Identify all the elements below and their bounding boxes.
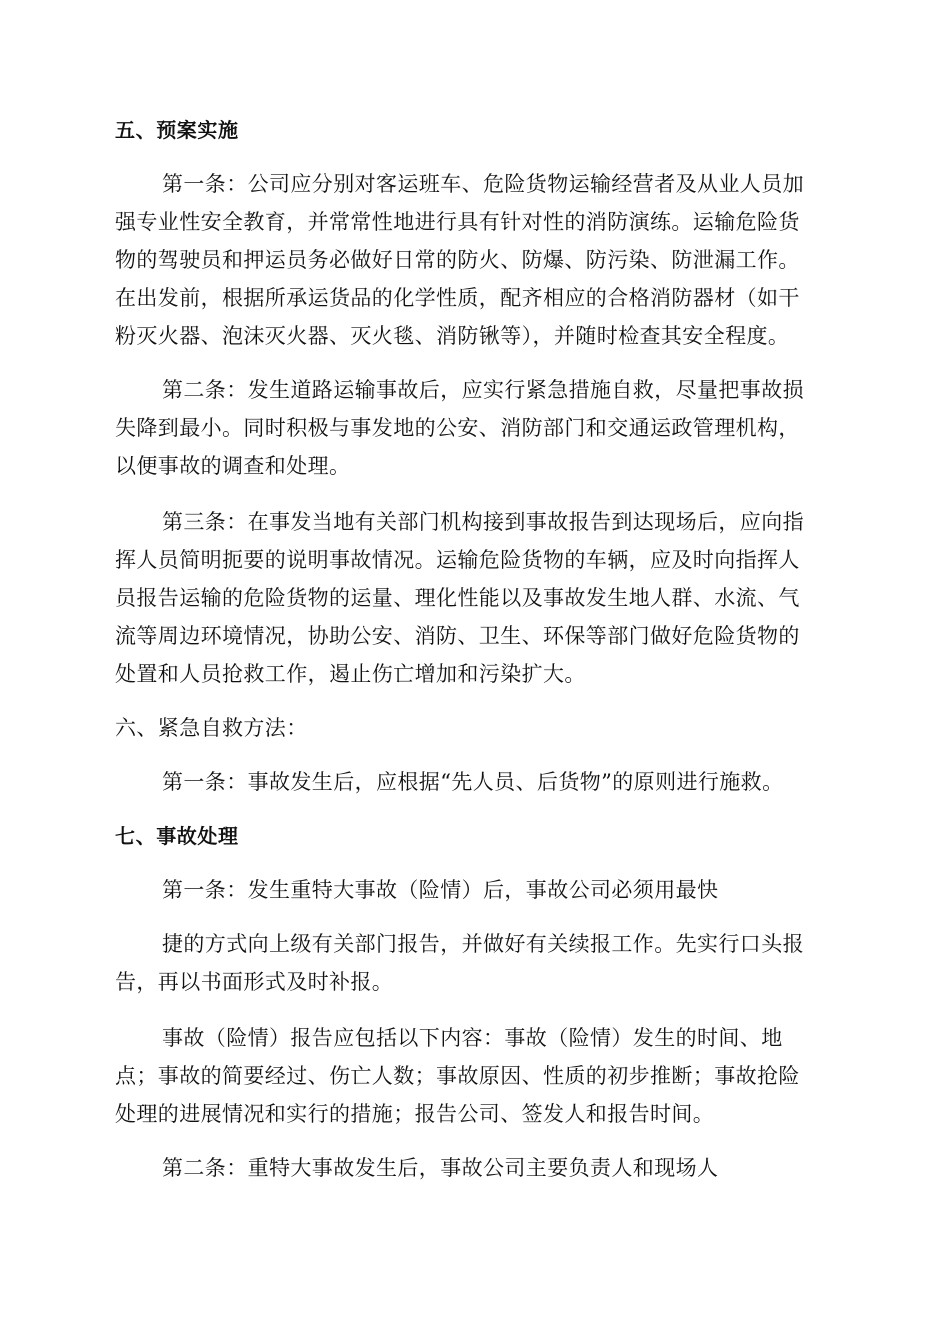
section-heading: 五、预案实施: [115, 118, 239, 142]
section-heading: 六、紧急自救方法：: [115, 716, 308, 740]
text-line: 第三条：在事发当地有关部门机构接到事故报告到达现场后，应向指: [162, 510, 804, 534]
text-line: 告，再以书面形式及时补报。: [115, 970, 394, 994]
section-heading: 七、事故处理: [115, 824, 239, 848]
text-line: 处置和人员抢救工作，遏止伤亡增加和污染扩大。: [115, 662, 586, 686]
text-line: 处理的进展情况和实行的措施；报告公司、签发人和报告时间。: [115, 1102, 715, 1126]
text-line: 第一条：事故发生后，应根据“先人员、后货物”的原则进行施救。: [162, 770, 784, 794]
text-line: 在出发前，根据所承运货品的化学性质，配齐相应的合格消防器材（如干: [115, 286, 800, 310]
text-line: 流等周边环境情况，协助公安、消防、卫生、环保等部门做好危险货物的: [115, 624, 800, 648]
text-line: 物的驾驶员和押运员务必做好日常的防火、防爆、防污染、防泄漏工作。: [115, 248, 800, 272]
text-line: 以便事故的调查和处理。: [115, 454, 351, 478]
text-line: 失降到最小。同时积极与事发地的公安、消防部门和交通运政管理机构，: [115, 416, 800, 440]
text-line: 第一条：公司应分别对客运班车、危险货物运输经营者及从业人员加: [162, 172, 804, 196]
text-line: 第二条：重特大事故发生后，事故公司主要负责人和现场人: [162, 1156, 719, 1180]
text-line: 第一条：发生重特大事故（险情）后，事故公司必须用最快: [162, 878, 719, 902]
text-line: 强专业性安全教育，并常常性地进行具有针对性的消防演练。运输危险货: [115, 210, 800, 234]
text-line: 捷的方式向上级有关部门报告，并做好有关续报工作。先实行口头报: [162, 932, 804, 956]
text-line: 粉灭火器、泡沫灭火器、灭火毯、消防锹等），并随时检查其安全程度。: [115, 324, 790, 348]
text-line: 员报告运输的危险货物的运量、理化性能以及事故发生地人群、水流、气: [115, 586, 800, 610]
text-line: 挥人员简明扼要的说明事故情况。运输危险货物的车辆，应及时向指挥人: [115, 548, 800, 572]
text-line: 事故（险情）报告应包括以下内容：事故（险情）发生的时间、地: [162, 1026, 783, 1050]
text-line: 点；事故的简要经过、伤亡人数；事故原因、性质的初步推断；事故抢险: [115, 1064, 800, 1088]
text-line: 第二条：发生道路运输事故后，应实行紧急措施自救，尽量把事故损: [162, 378, 804, 402]
